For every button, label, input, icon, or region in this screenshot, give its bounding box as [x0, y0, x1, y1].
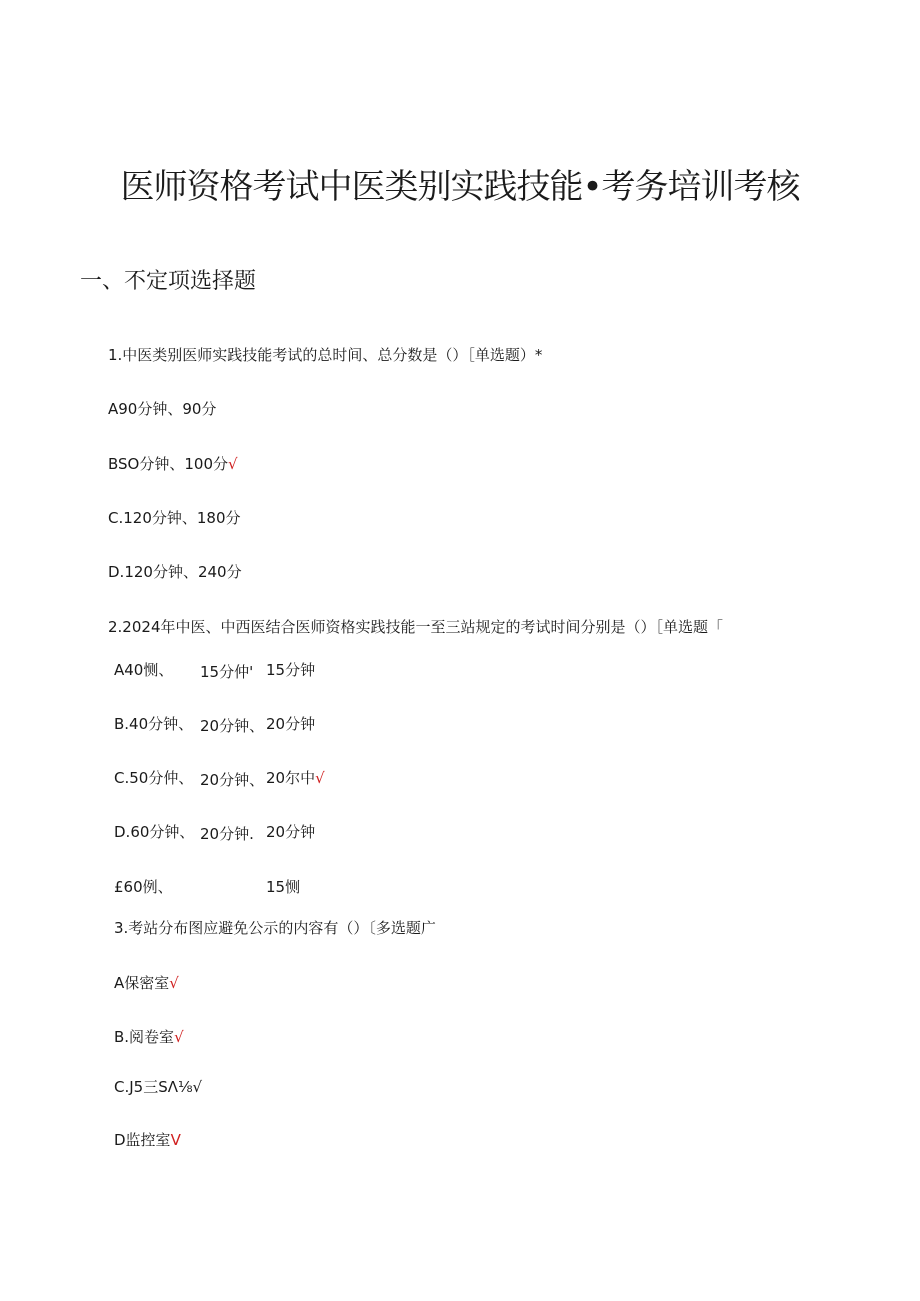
question-3-option-c: [114, 1076, 202, 1098]
question-3-option-b: [114, 1026, 184, 1048]
question-1-option-c: [108, 507, 241, 529]
option-part: 15分仲': [200, 663, 254, 681]
option-part: B.40分钟、: [114, 715, 194, 733]
option-part: C.50分仲、: [114, 769, 194, 787]
question-2-stem: 2.2024年中医、中西医结合医师资格实践技能一至三站规定的考试时间分别是（）［单选题「: [108, 618, 723, 636]
question-1-stem: 1.中医类别医师实践技能考试的总时间、总分数是（）［单选题）*: [108, 346, 543, 364]
option-part: 20分钟、: [200, 717, 265, 735]
option-text: B.阅卷室: [114, 1028, 175, 1046]
option-text: C.J5三SΛ⅛: [114, 1078, 193, 1096]
option-part: D.60分钟、: [114, 823, 195, 841]
check-mark: √: [192, 1078, 203, 1096]
option-text: 20分钟: [266, 823, 316, 841]
question-1-option-d: [108, 561, 242, 583]
option-part: [266, 876, 300, 898]
question-3-stem: 3.考站分布图应避免公示的内容有（）〔多选题广: [114, 919, 436, 937]
question-3-option-d: [114, 1129, 181, 1151]
option-part: A40恻、: [114, 661, 174, 679]
option-part: [266, 767, 325, 789]
option-text: 15恻: [266, 878, 301, 896]
check-mark: V: [170, 1131, 181, 1149]
check-mark: √: [315, 769, 325, 787]
option-text: BSO分钟、100分: [108, 455, 228, 473]
check-mark: √: [174, 1028, 184, 1046]
option-part: £60例、: [114, 878, 173, 896]
option-text: D.120分钟、240分: [108, 563, 242, 581]
option-text: A保密室: [114, 974, 170, 992]
option-text: D监控室: [114, 1131, 171, 1149]
option-text: 15分钟: [266, 661, 316, 679]
question-3-option-a: [114, 972, 179, 994]
check-mark: √: [228, 455, 238, 473]
option-part: [266, 659, 315, 681]
option-text: 20分钟: [266, 715, 316, 733]
question-1-option-b: [108, 453, 238, 475]
option-text: C.120分钟、180分: [108, 509, 241, 527]
option-part: 20分钟.: [200, 825, 254, 843]
document-title: 医师资格考试中医类别实践技能•考务培训考核: [120, 167, 800, 207]
section-heading: 一、不定项选择题: [80, 269, 257, 294]
option-part: 20分钟、: [200, 771, 265, 789]
option-text: A90分钟、90分: [108, 400, 217, 418]
option-text: 20尔中: [266, 769, 316, 787]
check-mark: √: [169, 974, 179, 992]
option-part: [266, 821, 315, 843]
question-1-option-a: [108, 398, 216, 420]
option-part: [266, 713, 315, 735]
